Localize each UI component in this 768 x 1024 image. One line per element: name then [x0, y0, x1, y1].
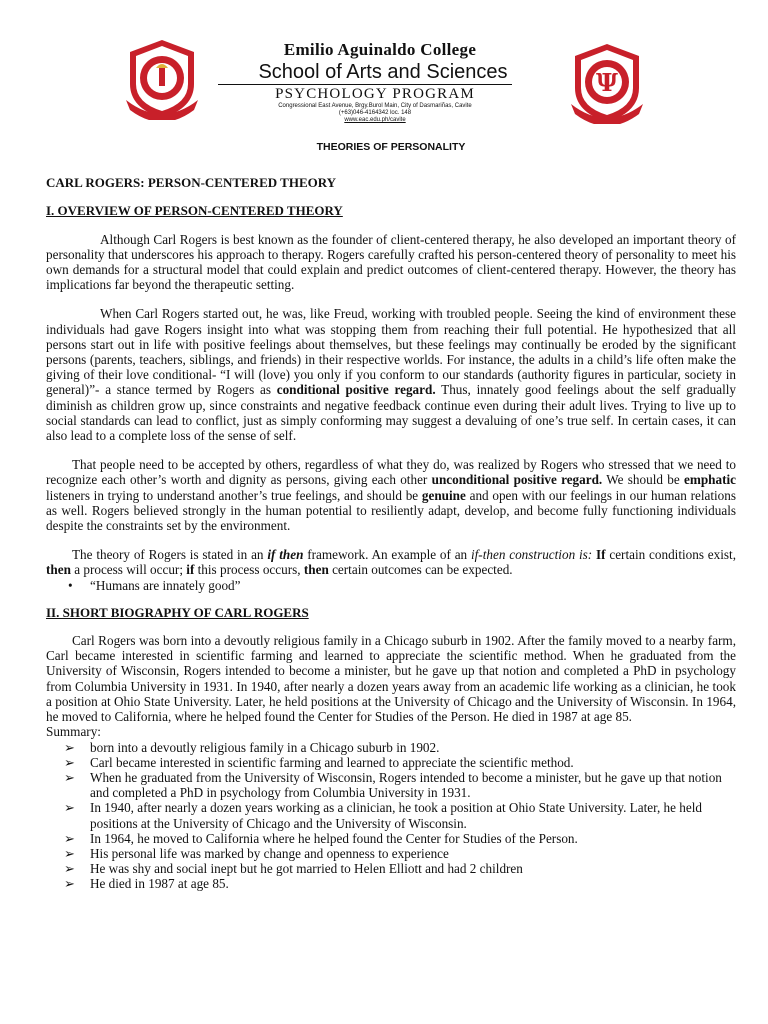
list-item [46, 770, 736, 800]
arrow-bullet-icon: ➢ [64, 739, 76, 755]
main-heading: CARL ROGERS: PERSON-CENTERED THEORY [46, 175, 337, 191]
summary-text: His personal life was marked by change and openness to experience [90, 845, 449, 861]
term-unconditional-positive-regard: unconditional positive regard. [431, 472, 603, 488]
kw-then-2: then [303, 562, 329, 578]
website-link[interactable]: www.eac.edu.ph/cavite [344, 117, 406, 123]
college-name: Emilio Aguinaldo College [283, 40, 477, 59]
arrow-bullet-icon: ➢ [64, 800, 76, 816]
school-name: School of Arts and Sciences [218, 60, 511, 85]
term-if-then: if then [267, 547, 304, 563]
arrow-bullet-icon: ➢ [64, 769, 76, 785]
list-item [46, 755, 736, 770]
p3-text-a: That people need to be accepted by others, regardless of what they do, was realized by Rogers who stressed that we need to recognize each other’s worth and dignity as persons, giving each other [46, 457, 736, 488]
summary-text: Carl became interested in scientific farming and learned to appreciate the scientific method. [90, 754, 574, 770]
term-conditional-positive-regard: conditional positive regard. [276, 382, 436, 398]
address: Congressional East Avenue, Brgy.Burol Main, City of Dasmariñas, Cavite [278, 103, 472, 109]
p4-text-b: framework. An example of an [303, 547, 471, 563]
p4-text-a: The theory of Rogers is stated in an [72, 547, 268, 563]
kw-then-1: then [46, 562, 71, 578]
document-title: THEORIES OF PERSONALITY [316, 141, 466, 153]
list-item [46, 861, 736, 876]
letterhead-text [190, 40, 560, 124]
paragraph-if-then [46, 547, 736, 577]
list-item [46, 831, 736, 846]
letterhead [0, 38, 768, 138]
summary-text: born into a devoutly religious family in a Chicago suburb in 1902. [90, 739, 440, 755]
paragraph-overview-2 [46, 306, 736, 443]
term-if-then-construction: if-then construction is: [470, 547, 593, 563]
section1-heading: I. OVERVIEW OF PERSON-CENTERED THEORY [46, 203, 343, 219]
section2-heading: II. SHORT BIOGRAPHY OF CARL ROGERS [46, 604, 309, 620]
term-genuine: genuine [421, 487, 466, 503]
p2-text-a: When Carl Rogers started out, he was, like Freud, working with troubled people. Seeing the kind of environment these individuals had gave Rogers insight into what was stopping them from reaching their full potential. He hypothesized that all persons start out in life with positive feelings about themselves, but these feelings may continually be eroded by the significant persons (parents, teachers, siblings, and friends) in their respective worlds. For instance, the adults in a child’s life often make the giving of their love conditional- “I will (love) you only if you conform to our standards (authority figures in particular, society in general)”- a stance termed by Rogers as [46, 306, 736, 398]
p3-text-b: We should be [602, 472, 684, 488]
p4-text-g: certain outcomes can be expected. [328, 562, 513, 578]
paragraph-overview-1: Although Carl Rogers is best known as the founder of client-centered therapy, he also developed an important theory of personality that underscores his approach to therapy. Rogers carefully crafted his person-centered theory of personality to meet his own demands for a structural model that could explain and predict outcomes of client-centered therapy. However, the theory has implications far beyond the therapeutic setting. [46, 231, 736, 293]
program-name: PSYCHOLOGY PROGRAM [275, 86, 475, 102]
p3-text-d: and open with our feelings in our human relations as well. Rogers believed strongly in the human potential to resiliently adapt, develop, and become fully functioning individuals despite the constraints set by the environment. [46, 487, 737, 534]
list-item [46, 846, 736, 861]
arrow-bullet-icon: ➢ [64, 830, 76, 846]
summary-list [46, 740, 736, 892]
arrow-bullet-icon: ➢ [64, 754, 76, 770]
arrow-bullet-icon: ➢ [64, 845, 76, 861]
arrow-bullet-icon: ➢ [64, 876, 76, 892]
summary-label: Summary: [46, 724, 101, 740]
kw-if-2: if [186, 562, 195, 578]
list-item: • “Humans are innately good” [46, 578, 736, 593]
psychology-seal-right-icon [567, 42, 647, 124]
list-item [46, 740, 736, 755]
summary-text: In 1964, he moved to California where he helped found the Center for Studies of the Person. [90, 830, 578, 846]
list-item [46, 876, 736, 891]
document-body [46, 138, 736, 892]
phone: (+63)046-4164342 loc. 148 [338, 110, 412, 116]
summary-text: He was shy and social inept but he got married to Helen Elliott and had 2 children [90, 861, 523, 877]
paragraph-biography: Carl Rogers was born into a devoutly religious family in a Chicago suburb in 1902. After the family moved to a nearby farm, Carl became interested in scientific farming and learned to appreciate the scientific method. When he graduated from the University of Wisconsin, Rogers intended to become a minister, but he gave up that notion and completed a PhD in psychology from Columbia University in 1931. In 1940, after nearly a dozen years away from an academic life working as a clinician, he took a position at Ohio State University. Later, he held positions at the University of Chicago and the University of Wisconsin. In 1964, he moved to California, where he helped found the Center for Studies of the Person. He died in 1987 at age 85. [46, 633, 736, 725]
svg-text:Ψ: Ψ [596, 68, 618, 97]
p4-text-e: a process will occur; [70, 562, 187, 578]
summary-text: In 1940, after nearly a dozen years working as a clinician, he took a position at Ohio State University. Later, he held positions at the University of Chicago and the University of Wisconsin. [90, 800, 703, 831]
p4-text-d: certain conditions exist, [605, 547, 737, 563]
p2-text-b: Thus, innately good feelings about the self gradually diminish as children grow up, since constraints and negative feedback continue even during their adult lives. Trying to live up to social standards can lead to conflict, just as simply conforming may suggest a devaluing of one’s true self. In certain cases, it can also lead to a complete loss of the sense of self. [46, 382, 737, 444]
arrow-bullet-icon: ➢ [64, 861, 76, 877]
paragraph-overview-3 [46, 457, 736, 533]
summary-text: When he graduated from the University of Wisconsin, Rogers intended to become a minister, but he gave up that notion and completed a PhD in psychology from Columbia University in 1931. [90, 769, 722, 801]
term-emphatic: emphatic [684, 472, 737, 488]
kw-if-1: If [596, 547, 606, 563]
p3-text-c: listeners in trying to understand another’s true feelings, and should be [46, 487, 422, 503]
p4-text-f: this process occurs, [194, 562, 304, 578]
bullet-list [46, 578, 736, 593]
list-item [46, 800, 736, 830]
summary-text: He died in 1987 at age 85. [90, 876, 229, 892]
